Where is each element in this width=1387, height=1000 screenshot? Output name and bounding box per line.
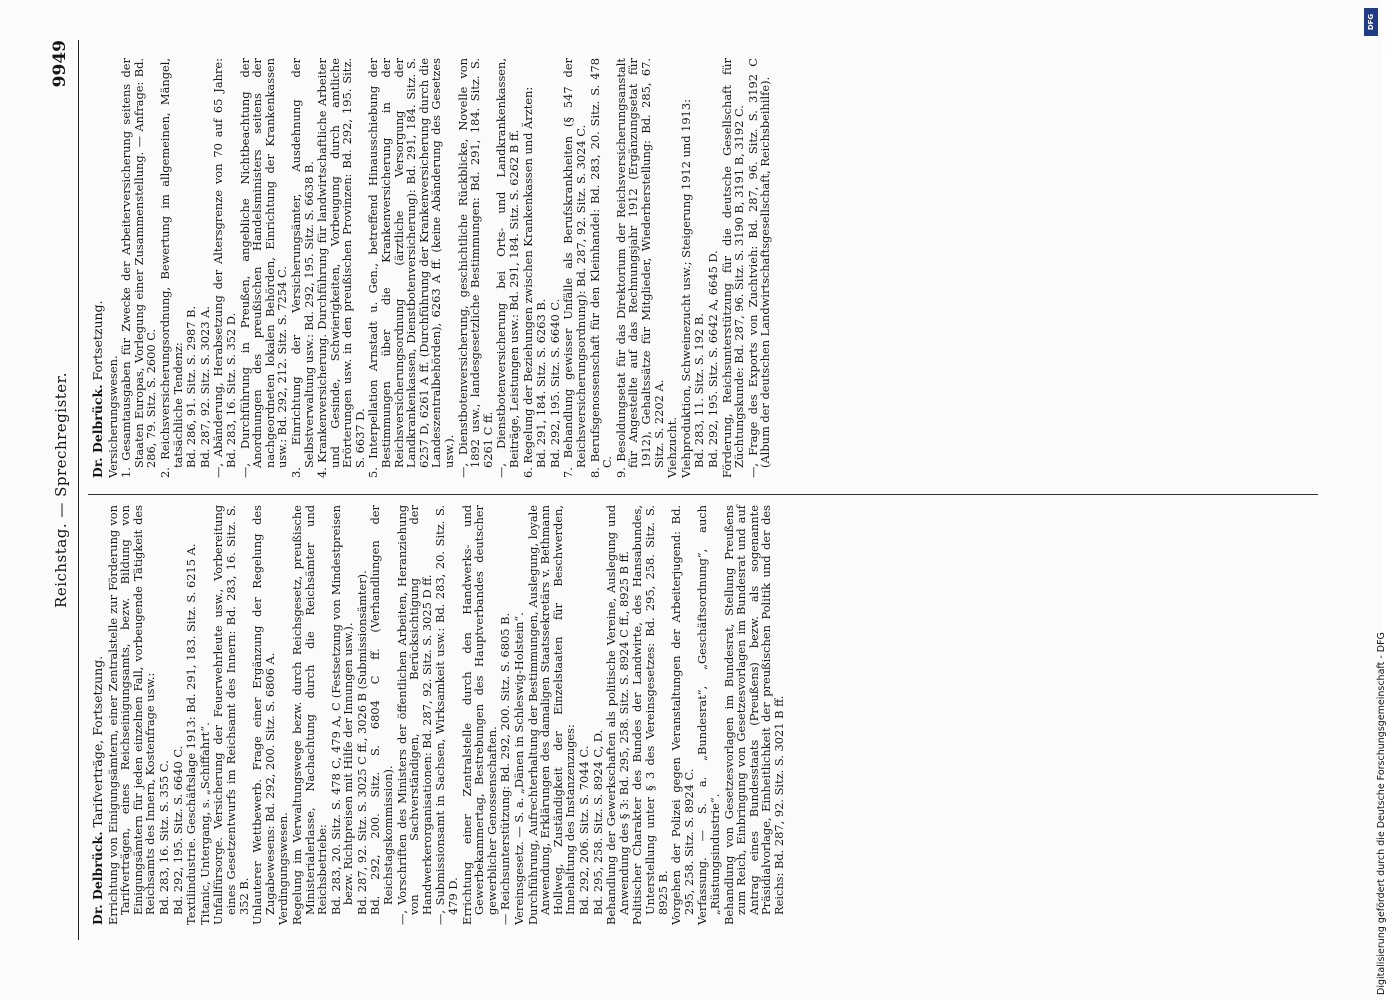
- register-entry: 8. Berufsgenossenschaft für den Kleinhandel: Bd. 283, 20. Sitz. S. 478 C.: [587, 58, 615, 478]
- register-entry: Behandlung von Gesetzesvorlagen im Bundesrat, Stellung Preußens zum Reich, Einbringung von Gesetzesvorlagen im Bundesrat und auf Antrag eines Bundesstaats (Preußens) bezw. als sogenannte Präsidialvorlage, Einheitlichkeit der preußischen Politik und der des Reichs: Bd. 287, 92. Sitz. S. 3021 B ff.: [721, 505, 786, 925]
- register-entry: Viehproduktion, Schweinezucht usw.; Steigerung 1912 und 1913:: [678, 98, 693, 478]
- left-column: [92, 505, 786, 925]
- register-entry: Bd. 292, 200. Sitz. S. 6804 C ff. (Verhandlungen der Reichstagskommission).: [368, 505, 396, 915]
- register-entry: 4. Krankenversicherung. Durchführung für landwirtschaftliche Arbeiter und Gesinde, Schwierigkeiten, Vorbeugung durch amtliche Erörterungen usw. in den preußischen Provinzen: Bd. 292, 195. Sitz. S. 6637 D.: [315, 58, 367, 478]
- register-entry: 6. Regelung der Beziehungen zwischen Krankenkassen und Ärzten:: [520, 86, 535, 478]
- register-entry: Versicherungswesen.: [105, 355, 120, 478]
- register-entry: —, Abänderung, Herabsetzung der Altersgrenze von 70 auf 65 Jahre: Bd. 283, 16. Sitz. S. 352 D.: [211, 58, 238, 478]
- speaker-name: Dr. Delbrück.: [90, 831, 105, 925]
- register-entry: Unfallfürsorge. Versicherung der Feuerwehrleute usw., Vorbereitung eines Gesetzentwurfs im Reichsamt des Innern: Bd. 283, 16. Sitz. S. 352 B.: [211, 505, 251, 925]
- register-entry: —, Vorschriften des Ministers der öffentlichen Arbeiten, Heranziehung von Sachverständigen, Berücksichtigung der Handwerkerorganisationen: Bd. 287, 92. Sitz. S. 3025 D ff.: [394, 505, 434, 925]
- register-entry: Unlauterer Wettbewerb. Frage einer Ergänzung der Regelung des Zugabewesens: Bd. 292, 200. Sitz. S. 6806 A.: [250, 505, 277, 925]
- right-column: [92, 58, 773, 478]
- right-column-heading: [92, 58, 105, 478]
- register-entry: 1. Gesamtausgaben für Zwecke der Arbeiterversicherung seitens der Staaten Europas, Vorlegung einer Zusammenstellung. — Anfrage: Bd. 286, 79. Sitz. S. 2600 C.: [119, 58, 159, 478]
- register-entry: —, Dienstbotenversicherung bei Orts- und Landkrankenkassen, Beiträge, Leistungen usw.: Bd. 291, 184. Sitz. S. 6262 B ff.: [494, 58, 521, 478]
- register-entry: Bd. 292, 195. Sitz. S. 6640 C.: [170, 745, 185, 915]
- register-entry: Errichtung von Einigungsämtern, einer Zentralstelle zur Förderung von Tarifverträgen, eines Reichseinigungsamts, bezw. Bildung von Einigungsämtern für jeden einzelnen Fall, vorbeugende Tätigkeit des Reichsamts des Innern, Kostenfrage usw.:: [105, 505, 158, 925]
- register-entry: Viehzucht.: [665, 417, 680, 478]
- topic-label: Fortsetzung.: [90, 300, 105, 381]
- page-number: 9949: [50, 40, 70, 88]
- register-entry: Bd. 283, 11. Sitz. S. 192 B.: [692, 313, 707, 468]
- register-entry: Vorgehen der Polizei gegen Veranstaltungen der Arbeiterjugend: Bd. 295, 258. Sitz. S. 8924 C.: [669, 505, 696, 925]
- register-entry: —, Submissionsamt in Sachsen, Wirksamkeit usw.: Bd. 283, 20. Sitz. S. 479 D.: [433, 505, 461, 925]
- topic-label: Tarifverträge, Fortsetzung.: [90, 655, 105, 828]
- register-entry: Bd. 287, 92. Sitz. S. 3023 A.: [197, 306, 212, 468]
- register-entry: 3. Einrichtung der Versicherungsämter, Ausdehnung der Selbstverwaltung usw.: Bd. 292, 195. Sitz. S. 6638 B.: [288, 58, 316, 478]
- register-entry: Bd. 292, 195. Sitz. S. 6640 C.: [547, 298, 562, 468]
- register-entry: Textilindustrie. Geschäftslage 1913: Bd. 291, 183. Sitz. S. 6215 A.: [184, 543, 199, 925]
- register-entry: Bd. 291, 184. Sitz. S. 6263 B.: [534, 298, 549, 468]
- page-title: Reichstag. — Sprechregister.: [52, 372, 70, 608]
- register-entry: Bd. 295, 258. Sitz. S. 8924 C, D.: [590, 729, 605, 915]
- register-entry: Förderung, Reichsunterstützung für die deutsche Gesellschaft für Züchtungskunde: Bd. 287, 96. Sitz. S. 3190 B, 3191 B, 3192 C.: [719, 58, 747, 478]
- column-divider: [88, 494, 1318, 495]
- register-entry: Durchführung, Aufrechterhaltung der Bestimmungen, Auslegung, loyale Anwendung, Erklärungen des damaligen Staatssekretärs v. Bethmann Hollweg, Zuständigkeit der Einzelstaaten für Beschwerden, Innehaltung des Instanzenzuges:: [525, 505, 578, 925]
- running-head: [48, 40, 79, 940]
- register-entry: Bd. 283, 20. Sitz. S. 478 C, 479 A, C (Festsetzung von Mindestpreisen bezw. Richtpreisen mit Hilfe der Innungen usw.).: [328, 505, 356, 915]
- register-entry: 2. Reichsversicherungsordnung, Bewertung im allgemeinen, Mängel, tatsächliche Tendenz:: [157, 58, 185, 478]
- register-entry: 7. Behandlung gewisser Unfälle als Berufskrankheiten (§ 547 der Reichsversicherungsordnung): Bd. 287, 92. Sitz. S. 3024 C.: [561, 58, 588, 478]
- digitization-credit: Digitalisierung gefördert durch die Deutsche Forschungsgemeinschaft - DFG: [1376, 632, 1387, 995]
- register-entry: Verfassung. — S. a. „Bundesrat“, „Geschäftsordnung“, auch „Rüstungsindustrie“.: [695, 505, 722, 925]
- register-entry: Vereinsgesetz. — S. a. „Dänen in Schleswig-Holstein“.: [512, 612, 526, 925]
- register-entry: Titanic, Untergang, s. „Schiffahrt“.: [197, 722, 212, 925]
- register-entry: Verdingungswesen.: [276, 812, 291, 925]
- left-column-heading: [92, 505, 105, 925]
- register-entry: Bd. 283, 16. Sitz. S. 355 C.: [156, 760, 171, 915]
- register-entry: Behandlung der Gewerkschaften als politische Vereine, Auslegung und Anwendung des § 3: Bd. 295, 258. Sitz. S. 8924 C ff., 8925 B ff.: [604, 505, 631, 925]
- register-entry: Errichtung einer Zentralstelle durch den Handwerks- und Gewerbekammertag, Bestrebungen des Hauptverbandes deutscher gewerblicher Genossenschaften.: [459, 505, 499, 925]
- register-entry: 9. Besoldungsetat für das Direktorium der Reichsversicherungsanstalt für Angestellte auf das Rechnungsjahr 1912 (Ergänzungsetat für 1912), Gehaltssätze für Mitglieder, Wiederherstellung: Bd. 285, 67. Sitz. S. 2202 A.: [613, 58, 666, 478]
- register-entry: —, Dienstbotenversicherung, geschichtliche Rückblicke, Novelle von 1892 usw., landesgesetzliche Bestimmungen: Bd. 291, 184. Sitz. S. 6261 C ff.: [455, 58, 495, 478]
- speaker-name: Dr. Delbrück.: [90, 384, 105, 478]
- register-entry: Bd. 292, 206. Sitz. S. 7044 C.: [576, 745, 591, 915]
- register-entry: Regelung im Verwaltungswege bezw. durch Reichsgesetz, preußische Ministerialerlasse, Nachachtung durch die Reichsämter und Reichsbetriebe:: [289, 505, 330, 925]
- dfg-logo-icon: [1364, 8, 1378, 36]
- register-entry: Bd. 292, 195. Sitz. S. 6642 A, 6645 D.: [705, 250, 720, 468]
- register-entry: Bd. 287, 92. Sitz. S. 3025 C ff., 3026 B (Submissionsämter).: [354, 570, 369, 915]
- register-entry: Politischer Charakter des Bundes der Landwirte, des Hansabundes, Unterstellung unter § 3 des Vereinsgesetzes: Bd. 295, 258. Sitz. S. 8925 B.: [630, 505, 670, 925]
- register-entry: —, Frage des Exports von Zuchtvieh: Bd. 287, 96. Sitz. S. 3192 C (Album der deutschen Landwirtschaftsgesellschaft, Reichsbeihilfe).: [745, 58, 773, 478]
- register-entry: — Reichsunterstützung: Bd. 292, 200. Sitz. S. 6805 B.: [498, 612, 513, 925]
- register-entry: Bd. 286, 91. Sitz. S. 2987 B.: [184, 305, 199, 468]
- register-entry: 5. Interpellation Arnstadt u. Gen., betreffend Hinausschiebung der Bestimmungen über die Krankenversicherung in der Reichsversicherungsordnung (ärztliche Versorgung der Landkrankenkassen, Dienstbotenversicherung): Bd. 291, 184. Sitz. S. 6257 D, 6261 A ff. (Durchführung der Krankenversicherung durch die Landeszentralbehörden), 6263 A ff. (keine Abänderung des Gesetzes usw.).: [366, 58, 457, 478]
- register-entry: —, Durchführung in Preußen, angebliche Nichtbeachtung der Anordnungen des preußischen Handelsministers seitens der nachgeordneten lokalen Behörden, Einrichtung der Krankenkassen usw.: Bd. 292, 212. Sitz. S. 7254 C.: [237, 58, 290, 478]
- logo-text: DFG: [1367, 13, 1375, 31]
